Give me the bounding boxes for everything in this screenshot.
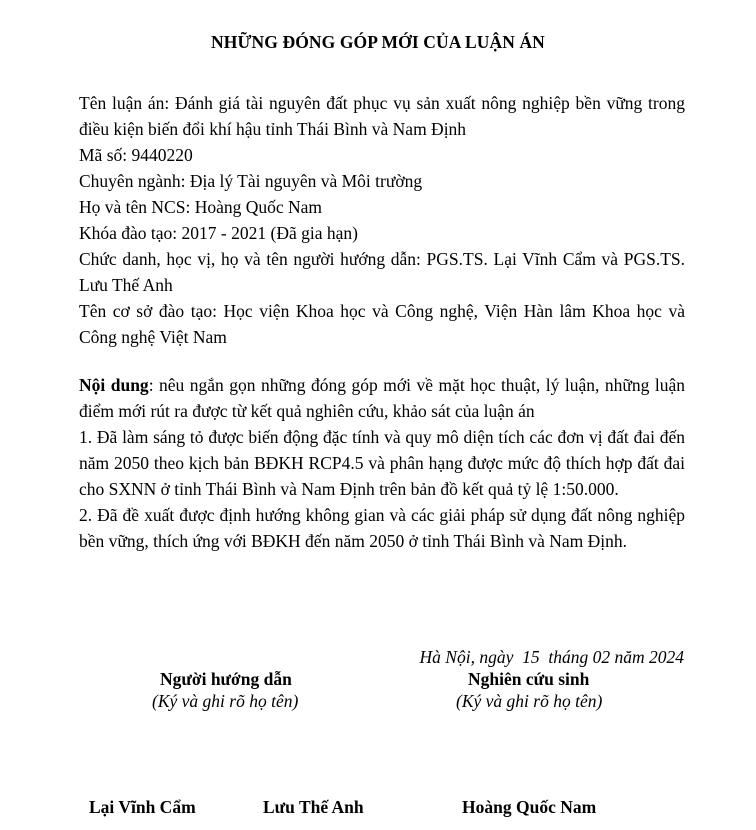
- thesis-code-line: Mã số: 9440220: [79, 145, 193, 165]
- student-sign-note: (Ký và ghi rõ họ tên): [456, 691, 603, 711]
- advisor-1-name: Lại Vĩnh Cẩm: [89, 797, 196, 817]
- institution-line: Tên cơ sở đào tạo: Học viện Khoa học và Công nghệ, Viện Hàn lâm Khoa học và Công nghệ Việt Nam: [79, 301, 685, 347]
- training-period-line: Khóa đào tạo: 2017 - 2021 (Đã gia hạn): [79, 223, 358, 243]
- thesis-title-line: Tên luận án: Đánh giá tài nguyên đất phục vụ sản xuất nông nghiệp bền vững trong điều kiện biến đổi khí hậu tỉnh Thái Bình và Nam Định: [79, 93, 685, 139]
- advisor-heading: Người hướng dẫn: [160, 669, 292, 689]
- thesis-info: [79, 90, 685, 350]
- content-intro: [79, 372, 685, 424]
- advisor-sign-note: (Ký và ghi rõ họ tên): [152, 691, 299, 711]
- document-title: NHỮNG ĐÓNG GÓP MỚI CỦA LUẬN ÁN: [211, 32, 545, 52]
- contributions-section: [79, 372, 685, 554]
- content-label: Nội dung: [79, 375, 149, 395]
- contribution-item-1: 1. Đã làm sáng tỏ được biến động đặc tính và quy mô diện tích các đơn vị đất đai đến năm 2050 theo kịch bản BĐKH RCP4.5 và phân hạng được mức độ thích hợp đất đai cho SXNN ở tỉnh Thái Bình và Nam Định trên bản đồ kết quả tỷ lệ 1:50.000.: [79, 427, 685, 499]
- student-name-line: Họ và tên NCS: Hoàng Quốc Nam: [79, 197, 323, 217]
- student-signature-name: Hoàng Quốc Nam: [462, 797, 597, 817]
- content-intro-text: : nêu ngắn gọn những đóng góp mới về mặt học thuật, lý luận, những luận điểm mới rút ra được từ kết quả nghiên cứu, khảo sát của luận án: [79, 375, 685, 421]
- date-line: Hà Nội, ngày 15 tháng 02 năm 2024: [419, 647, 684, 667]
- major-line: Chuyên ngành: Địa lý Tài nguyên và Môi trường: [79, 171, 423, 191]
- contribution-item-2: 2. Đã đề xuất được định hướng không gian và các giải pháp sử dụng đất nông nghiệp bền vững, thích ứng với BĐKH đến năm 2050 ở tỉnh Thái Bình và Nam Định.: [79, 505, 685, 551]
- advisors-line: Chức danh, học vị, họ và tên người hướng dẫn: PGS.TS. Lại Vĩnh Cẩm và PGS.TS. Lưu Thế Anh: [79, 249, 685, 295]
- student-heading: Nghiên cứu sinh: [468, 669, 590, 689]
- advisor-2-name: Lưu Thế Anh: [263, 797, 364, 817]
